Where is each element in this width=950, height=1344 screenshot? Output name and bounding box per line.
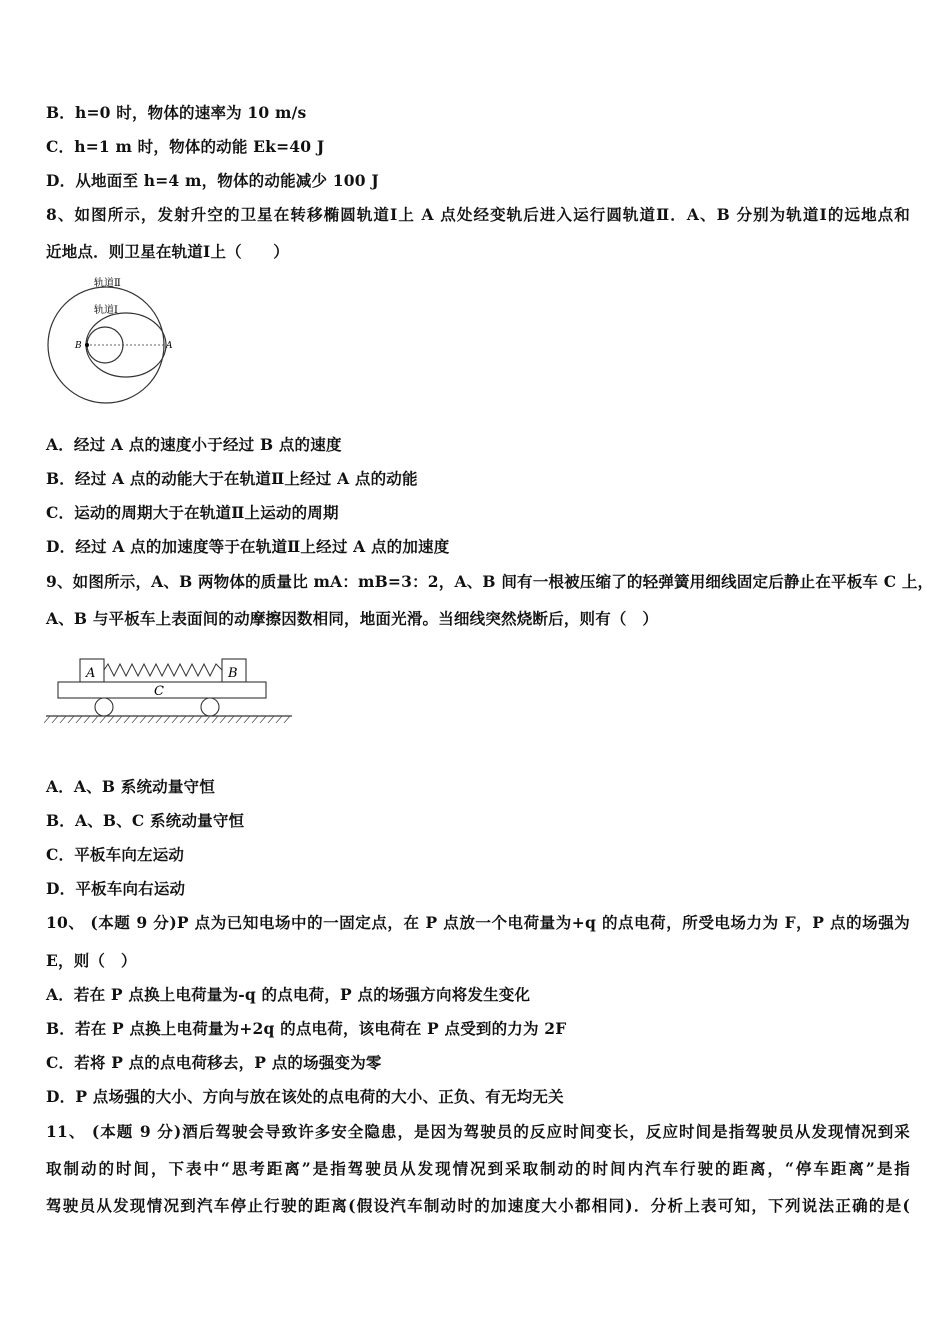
point-b-dot xyxy=(85,343,89,347)
q10-stem-line2: E，则（ ） xyxy=(46,951,137,970)
q8-option-a: A．经过 A 点的速度小于经过 B 点的速度 xyxy=(46,435,342,454)
q10-option-c: C．若将 P 点的点电荷移去，P 点的场强变为零 xyxy=(46,1053,382,1072)
q8-stem-line2: 近地点．则卫星在轨道Ⅰ上（ ） xyxy=(46,242,289,261)
q8-option-b: B．经过 A 点的动能大于在轨道Ⅱ上经过 A 点的动能 xyxy=(46,469,418,488)
q9-option-c: C．平板车向左运动 xyxy=(46,845,185,864)
q9-option-d: D．平板车向右运动 xyxy=(46,879,186,898)
q8-option-d: D．经过 A 点的加速度等于在轨道Ⅱ上经过 A 点的加速度 xyxy=(46,537,450,556)
q10-option-d: D．P 点场强的大小、方向与放在该处的点电荷的大小、正负、有无均无关 xyxy=(46,1087,564,1106)
cart-spring-diagram xyxy=(44,650,296,730)
q9-stem-line1: 9、如图所示，A、B 两物体的质量比 mA：mB=3：2，A、B 间有一根被压缩了的轻弹簧用细线固定后静止在平板车 C 上， xyxy=(46,572,934,591)
q11-stem-line3: 驾驶员从发现情况到汽车停止行驶的距离(假设汽车制动时的加速度大小都相同)．分析上表可知，下列说法正确的是( xyxy=(46,1196,910,1215)
q8-option-c: C．运动的周期大于在轨道Ⅱ上运动的周期 xyxy=(46,503,339,522)
orbit-diagram xyxy=(46,270,176,410)
q10-stem-line1: 10、 (本题 9 分)P 点为已知电场中的一固定点，在 P 点放一个电荷量为+q 的点电荷，所受电场力为 F，P 点的场强为 xyxy=(46,913,910,932)
q7-option-c: C．h=1 m 时，物体的动能 Ek=40 J xyxy=(46,137,325,156)
wheel-left xyxy=(95,698,113,716)
q11-stem-line2: 取制动的时间，下表中“思考距离”是指驾驶员从发现情况到采取制动的时间内汽车行驶的距离，“停车距离”是指 xyxy=(46,1159,910,1178)
spring xyxy=(104,664,222,676)
q8-stem-line1: 8、如图所示，发射升空的卫星在转移椭圆轨道Ⅰ上 A 点处经变轨后进入运行圆轨道Ⅱ．A、B 分别为轨道Ⅰ的远地点和 xyxy=(46,205,910,224)
block-b-label: B xyxy=(228,666,238,681)
q9-option-a: A．A、B 系统动量守恒 xyxy=(46,777,215,796)
earth-circle xyxy=(87,327,123,363)
q7-option-b: B．h=0 时，物体的速率为 10 m/s xyxy=(46,103,307,122)
wheel-right xyxy=(201,698,219,716)
q9-stem-line2: A、B 与平板车上表面间的动摩擦因数相同，地面光滑。当细线突然烧断后，则有（ ） xyxy=(46,609,659,628)
block-a-label: A xyxy=(86,666,96,681)
q9-option-b: B．A、B、C 系统动量守恒 xyxy=(46,811,245,830)
q7-option-d: D．从地面至 h=4 m，物体的动能减少 100 J xyxy=(46,171,379,190)
q11-stem-line1: 11、 (本题 9 分)酒后驾驶会导致许多安全隐患，是因为驾驶员的反应时间变长，反应时间是指驾驶员从发现情况到采 xyxy=(46,1122,910,1141)
orbit-2-label: 轨道Ⅱ xyxy=(94,278,121,289)
point-a-label: A xyxy=(166,341,173,351)
orbit-1-label: 轨道Ⅰ xyxy=(94,305,118,316)
ground-hatching xyxy=(44,716,290,723)
q10-option-b: B．若在 P 点换上电荷量为+2q 的点电荷，该电荷在 P 点受到的力为 2F xyxy=(46,1019,567,1038)
cart-c-label: C xyxy=(154,684,164,699)
point-b-label: B xyxy=(75,341,82,351)
q10-option-a: A．若在 P 点换上电荷量为-q 的点电荷，P 点的场强方向将发生变化 xyxy=(46,985,531,1004)
